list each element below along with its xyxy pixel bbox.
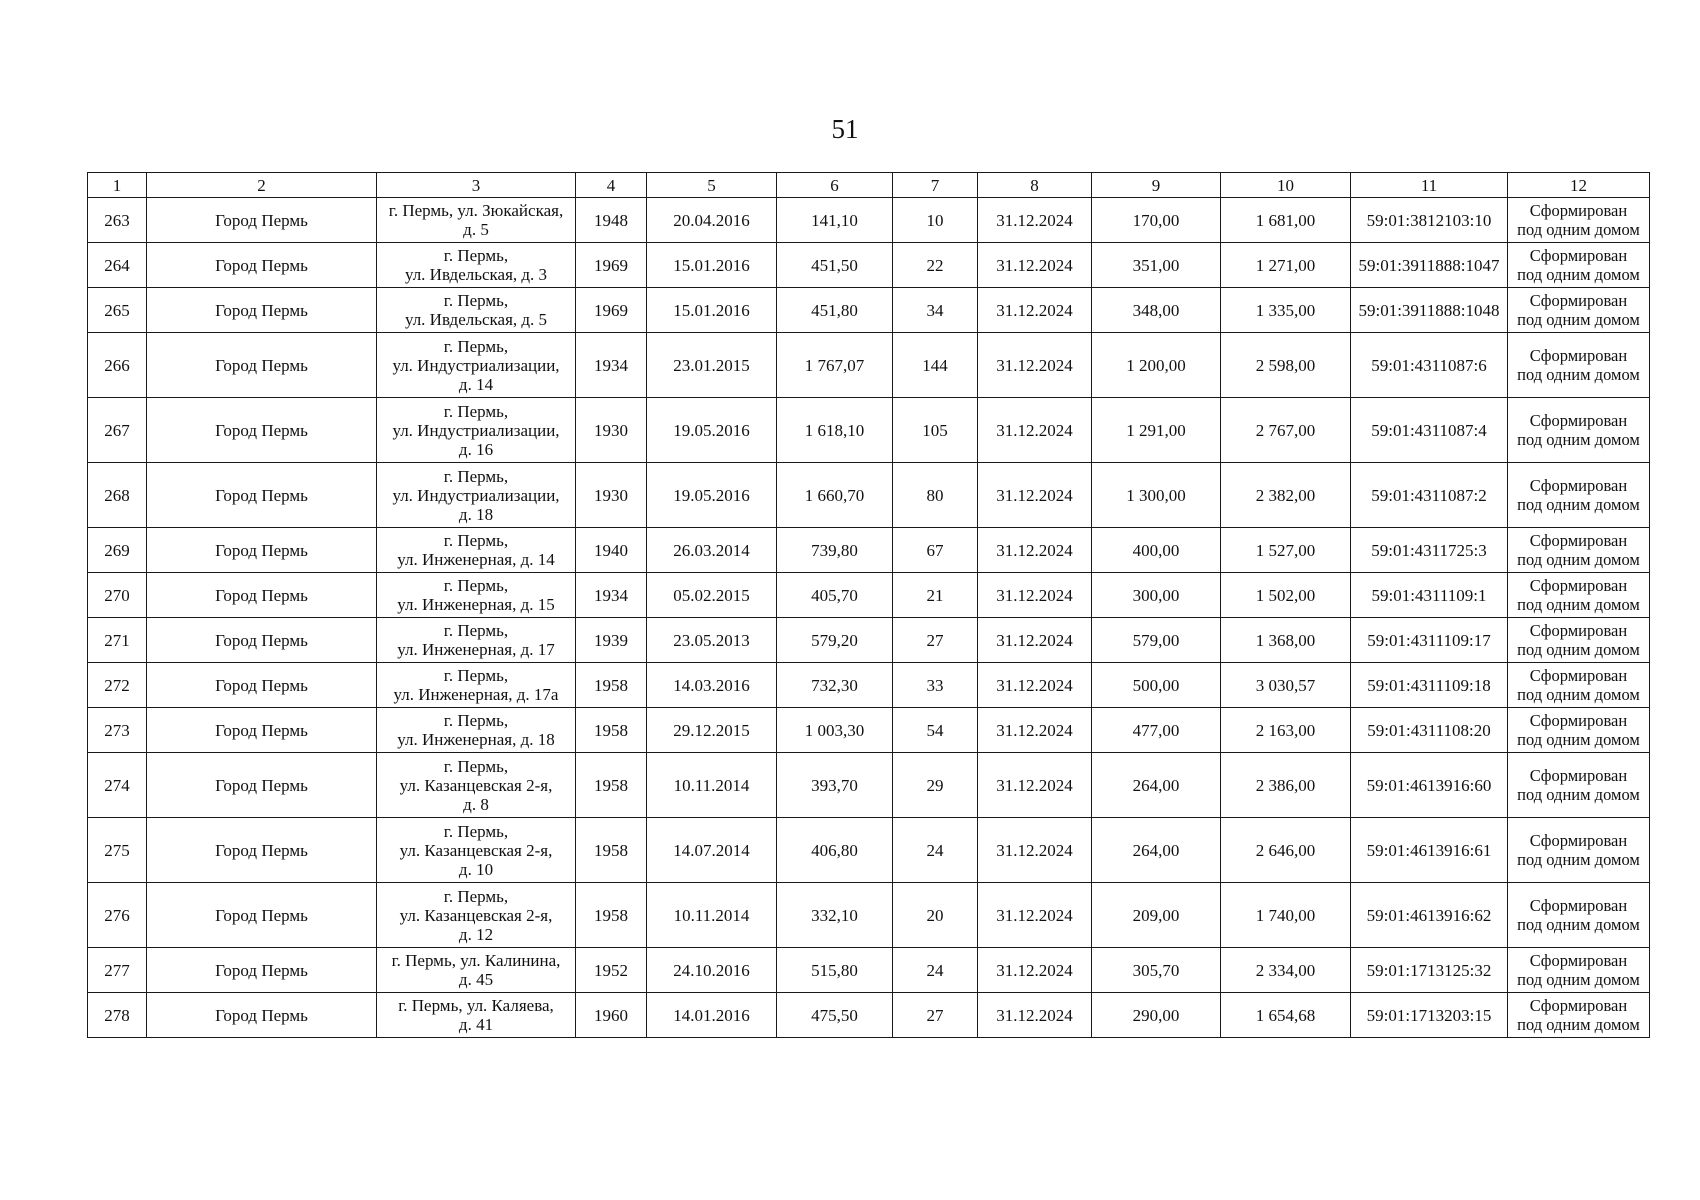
row-number: 273 — [88, 708, 147, 753]
year-built: 1958 — [576, 883, 647, 948]
address: г. Пермь, ул. Ивдельская, д. 5 — [377, 288, 576, 333]
planned-date: 31.12.2024 — [978, 528, 1092, 573]
municipality: Город Пермь — [147, 243, 377, 288]
row-number: 269 — [88, 528, 147, 573]
planned-date: 31.12.2024 — [978, 663, 1092, 708]
table-row — [88, 708, 1650, 753]
land-status: Сформирован под одним домом — [1508, 333, 1650, 398]
recognition-date: 15.01.2016 — [647, 243, 777, 288]
municipality: Город Пермь — [147, 618, 377, 663]
floor-area: 406,80 — [777, 818, 893, 883]
land-status: Сформирован под одним домом — [1508, 883, 1650, 948]
land-status: Сформирован под одним домом — [1508, 993, 1650, 1038]
land-status: Сформирован под одним домом — [1508, 398, 1650, 463]
floor-area: 475,50 — [777, 993, 893, 1038]
column-header: 11 — [1351, 173, 1508, 198]
recognition-date: 14.07.2014 — [647, 818, 777, 883]
table-row — [88, 818, 1650, 883]
value-col-9: 1 300,00 — [1092, 463, 1221, 528]
value-col-10: 2 334,00 — [1221, 948, 1351, 993]
planned-date: 31.12.2024 — [978, 618, 1092, 663]
planned-date: 31.12.2024 — [978, 333, 1092, 398]
land-status: Сформирован под одним домом — [1508, 818, 1650, 883]
value-col-10: 3 030,57 — [1221, 663, 1351, 708]
planned-date: 31.12.2024 — [978, 708, 1092, 753]
year-built: 1969 — [576, 243, 647, 288]
value-col-9: 348,00 — [1092, 288, 1221, 333]
planned-date: 31.12.2024 — [978, 818, 1092, 883]
table-row — [88, 288, 1650, 333]
residents-count: 67 — [893, 528, 978, 573]
municipality: Город Пермь — [147, 883, 377, 948]
value-col-10: 1 368,00 — [1221, 618, 1351, 663]
municipality: Город Пермь — [147, 948, 377, 993]
value-col-9: 579,00 — [1092, 618, 1221, 663]
table-row — [88, 618, 1650, 663]
floor-area: 1 660,70 — [777, 463, 893, 528]
recognition-date: 29.12.2015 — [647, 708, 777, 753]
municipality: Город Пермь — [147, 463, 377, 528]
cadastral-number: 59:01:4613916:61 — [1351, 818, 1508, 883]
address: г. Пермь, ул. Калинина, д. 45 — [377, 948, 576, 993]
row-number: 272 — [88, 663, 147, 708]
municipality: Город Пермь — [147, 993, 377, 1038]
year-built: 1948 — [576, 198, 647, 243]
column-header: 12 — [1508, 173, 1650, 198]
cadastral-number: 59:01:4311109:17 — [1351, 618, 1508, 663]
municipality: Город Пермь — [147, 818, 377, 883]
row-number: 274 — [88, 753, 147, 818]
cadastral-number: 59:01:3812103:10 — [1351, 198, 1508, 243]
address: г. Пермь, ул. Инженерная, д. 15 — [377, 573, 576, 618]
table-row — [88, 528, 1650, 573]
year-built: 1939 — [576, 618, 647, 663]
address: г. Пермь, ул. Ивдельская, д. 3 — [377, 243, 576, 288]
municipality: Город Пермь — [147, 753, 377, 818]
residents-count: 54 — [893, 708, 978, 753]
year-built: 1934 — [576, 573, 647, 618]
floor-area: 451,50 — [777, 243, 893, 288]
municipality: Город Пермь — [147, 198, 377, 243]
cadastral-number: 59:01:4311087:6 — [1351, 333, 1508, 398]
cadastral-number: 59:01:4613916:62 — [1351, 883, 1508, 948]
row-number: 266 — [88, 333, 147, 398]
row-number: 277 — [88, 948, 147, 993]
value-col-9: 477,00 — [1092, 708, 1221, 753]
year-built: 1940 — [576, 528, 647, 573]
value-col-9: 351,00 — [1092, 243, 1221, 288]
value-col-10: 2 382,00 — [1221, 463, 1351, 528]
floor-area: 732,30 — [777, 663, 893, 708]
row-number: 268 — [88, 463, 147, 528]
planned-date: 31.12.2024 — [978, 883, 1092, 948]
recognition-date: 19.05.2016 — [647, 398, 777, 463]
year-built: 1958 — [576, 753, 647, 818]
cadastral-number: 59:01:4311087:2 — [1351, 463, 1508, 528]
residents-count: 33 — [893, 663, 978, 708]
recognition-date: 20.04.2016 — [647, 198, 777, 243]
value-col-9: 305,70 — [1092, 948, 1221, 993]
floor-area: 393,70 — [777, 753, 893, 818]
value-col-9: 170,00 — [1092, 198, 1221, 243]
row-number: 263 — [88, 198, 147, 243]
column-number-header-row — [88, 173, 1650, 198]
row-number: 264 — [88, 243, 147, 288]
land-status: Сформирован под одним домом — [1508, 708, 1650, 753]
floor-area: 451,80 — [777, 288, 893, 333]
recognition-date: 14.01.2016 — [647, 993, 777, 1038]
residents-count: 10 — [893, 198, 978, 243]
value-col-10: 1 271,00 — [1221, 243, 1351, 288]
recognition-date: 15.01.2016 — [647, 288, 777, 333]
table-row — [88, 243, 1650, 288]
address: г. Пермь, ул. Инженерная, д. 17а — [377, 663, 576, 708]
year-built: 1958 — [576, 818, 647, 883]
planned-date: 31.12.2024 — [978, 243, 1092, 288]
cadastral-number: 59:01:1713203:15 — [1351, 993, 1508, 1038]
value-col-9: 500,00 — [1092, 663, 1221, 708]
land-status: Сформирован под одним домом — [1508, 618, 1650, 663]
floor-area: 141,10 — [777, 198, 893, 243]
row-number: 271 — [88, 618, 147, 663]
page-number: 51 — [831, 114, 859, 144]
table-row — [88, 663, 1650, 708]
table-row — [88, 398, 1650, 463]
cadastral-number: 59:01:4311087:4 — [1351, 398, 1508, 463]
land-status: Сформирован под одним домом — [1508, 288, 1650, 333]
planned-date: 31.12.2024 — [978, 198, 1092, 243]
planned-date: 31.12.2024 — [978, 288, 1092, 333]
value-col-10: 2 163,00 — [1221, 708, 1351, 753]
value-col-9: 264,00 — [1092, 818, 1221, 883]
row-number: 270 — [88, 573, 147, 618]
municipality: Город Пермь — [147, 398, 377, 463]
residents-count: 29 — [893, 753, 978, 818]
row-number: 267 — [88, 398, 147, 463]
value-col-9: 264,00 — [1092, 753, 1221, 818]
cadastral-number: 59:01:1713125:32 — [1351, 948, 1508, 993]
cadastral-number: 59:01:4311108:20 — [1351, 708, 1508, 753]
municipality: Город Пермь — [147, 528, 377, 573]
cadastral-number: 59:01:4311109:1 — [1351, 573, 1508, 618]
recognition-date: 23.01.2015 — [647, 333, 777, 398]
recognition-date: 10.11.2014 — [647, 753, 777, 818]
address: г. Пермь, ул. Инженерная, д. 18 — [377, 708, 576, 753]
floor-area: 1 003,30 — [777, 708, 893, 753]
table-row — [88, 948, 1650, 993]
value-col-9: 290,00 — [1092, 993, 1221, 1038]
address: г. Пермь, ул. Каляева, д. 41 — [377, 993, 576, 1038]
cadastral-number: 59:01:4311109:18 — [1351, 663, 1508, 708]
planned-date: 31.12.2024 — [978, 463, 1092, 528]
address: г. Пермь, ул. Индустриализации, д. 16 — [377, 398, 576, 463]
table-row — [88, 883, 1650, 948]
value-col-9: 300,00 — [1092, 573, 1221, 618]
value-col-9: 1 200,00 — [1092, 333, 1221, 398]
recognition-date: 24.10.2016 — [647, 948, 777, 993]
address: г. Пермь, ул. Инженерная, д. 14 — [377, 528, 576, 573]
land-status: Сформирован под одним домом — [1508, 463, 1650, 528]
table-row — [88, 753, 1650, 818]
column-header: 6 — [777, 173, 893, 198]
table-row — [88, 993, 1650, 1038]
cadastral-number: 59:01:4311725:3 — [1351, 528, 1508, 573]
year-built: 1934 — [576, 333, 647, 398]
residents-count: 24 — [893, 818, 978, 883]
land-status: Сформирован под одним домом — [1508, 573, 1650, 618]
residents-count: 34 — [893, 288, 978, 333]
land-status: Сформирован под одним домом — [1508, 663, 1650, 708]
row-number: 275 — [88, 818, 147, 883]
municipality: Город Пермь — [147, 573, 377, 618]
column-header: 1 — [88, 173, 147, 198]
column-header: 7 — [893, 173, 978, 198]
year-built: 1969 — [576, 288, 647, 333]
address: г. Пермь, ул. Индустриализации, д. 14 — [377, 333, 576, 398]
recognition-date: 05.02.2015 — [647, 573, 777, 618]
year-built: 1930 — [576, 463, 647, 528]
planned-date: 31.12.2024 — [978, 573, 1092, 618]
row-number: 276 — [88, 883, 147, 948]
floor-area: 332,10 — [777, 883, 893, 948]
value-col-9: 209,00 — [1092, 883, 1221, 948]
floor-area: 1 767,07 — [777, 333, 893, 398]
value-col-10: 1 740,00 — [1221, 883, 1351, 948]
cadastral-number: 59:01:3911888:1047 — [1351, 243, 1508, 288]
planned-date: 31.12.2024 — [978, 753, 1092, 818]
recognition-date: 26.03.2014 — [647, 528, 777, 573]
row-number: 265 — [88, 288, 147, 333]
value-col-10: 1 681,00 — [1221, 198, 1351, 243]
address: г. Пермь, ул. Казанцевская 2-я, д. 10 — [377, 818, 576, 883]
value-col-9: 400,00 — [1092, 528, 1221, 573]
floor-area: 1 618,10 — [777, 398, 893, 463]
column-header: 9 — [1092, 173, 1221, 198]
municipality: Город Пермь — [147, 333, 377, 398]
year-built: 1930 — [576, 398, 647, 463]
cadastral-number: 59:01:4613916:60 — [1351, 753, 1508, 818]
floor-area: 515,80 — [777, 948, 893, 993]
land-status: Сформирован под одним домом — [1508, 243, 1650, 288]
value-col-9: 1 291,00 — [1092, 398, 1221, 463]
address: г. Пермь, ул. Индустриализации, д. 18 — [377, 463, 576, 528]
column-header: 4 — [576, 173, 647, 198]
residents-count: 27 — [893, 618, 978, 663]
municipality: Город Пермь — [147, 288, 377, 333]
address: г. Пермь, ул. Инженерная, д. 17 — [377, 618, 576, 663]
floor-area: 405,70 — [777, 573, 893, 618]
residents-count: 21 — [893, 573, 978, 618]
recognition-date: 10.11.2014 — [647, 883, 777, 948]
residents-count: 22 — [893, 243, 978, 288]
cadastral-number: 59:01:3911888:1048 — [1351, 288, 1508, 333]
residents-count: 105 — [893, 398, 978, 463]
residents-count: 27 — [893, 993, 978, 1038]
land-status: Сформирован под одним домом — [1508, 528, 1650, 573]
year-built: 1952 — [576, 948, 647, 993]
value-col-10: 2 646,00 — [1221, 818, 1351, 883]
land-status: Сформирован под одним домом — [1508, 753, 1650, 818]
address: г. Пермь, ул. Зюкайская, д. 5 — [377, 198, 576, 243]
address: г. Пермь, ул. Казанцевская 2-я, д. 8 — [377, 753, 576, 818]
table-row — [88, 573, 1650, 618]
municipality: Город Пермь — [147, 663, 377, 708]
value-col-10: 2 386,00 — [1221, 753, 1351, 818]
column-header: 2 — [147, 173, 377, 198]
value-col-10: 1 527,00 — [1221, 528, 1351, 573]
table-row — [88, 463, 1650, 528]
value-col-10: 2 767,00 — [1221, 398, 1351, 463]
recognition-date: 14.03.2016 — [647, 663, 777, 708]
value-col-10: 1 654,68 — [1221, 993, 1351, 1038]
value-col-10: 2 598,00 — [1221, 333, 1351, 398]
floor-area: 579,20 — [777, 618, 893, 663]
recognition-date: 19.05.2016 — [647, 463, 777, 528]
municipality: Город Пермь — [147, 708, 377, 753]
year-built: 1960 — [576, 993, 647, 1038]
planned-date: 31.12.2024 — [978, 398, 1092, 463]
residents-count: 144 — [893, 333, 978, 398]
housing-registry-table — [87, 172, 1650, 1038]
year-built: 1958 — [576, 708, 647, 753]
residents-count: 20 — [893, 883, 978, 948]
table-row — [88, 198, 1650, 243]
planned-date: 31.12.2024 — [978, 948, 1092, 993]
residents-count: 24 — [893, 948, 978, 993]
column-header: 5 — [647, 173, 777, 198]
floor-area: 739,80 — [777, 528, 893, 573]
year-built: 1958 — [576, 663, 647, 708]
recognition-date: 23.05.2013 — [647, 618, 777, 663]
land-status: Сформирован под одним домом — [1508, 198, 1650, 243]
column-header: 10 — [1221, 173, 1351, 198]
value-col-10: 1 502,00 — [1221, 573, 1351, 618]
value-col-10: 1 335,00 — [1221, 288, 1351, 333]
table-row — [88, 333, 1650, 398]
residents-count: 80 — [893, 463, 978, 528]
row-number: 278 — [88, 993, 147, 1038]
address: г. Пермь, ул. Казанцевская 2-я, д. 12 — [377, 883, 576, 948]
column-header: 3 — [377, 173, 576, 198]
column-header: 8 — [978, 173, 1092, 198]
land-status: Сформирован под одним домом — [1508, 948, 1650, 993]
planned-date: 31.12.2024 — [978, 993, 1092, 1038]
